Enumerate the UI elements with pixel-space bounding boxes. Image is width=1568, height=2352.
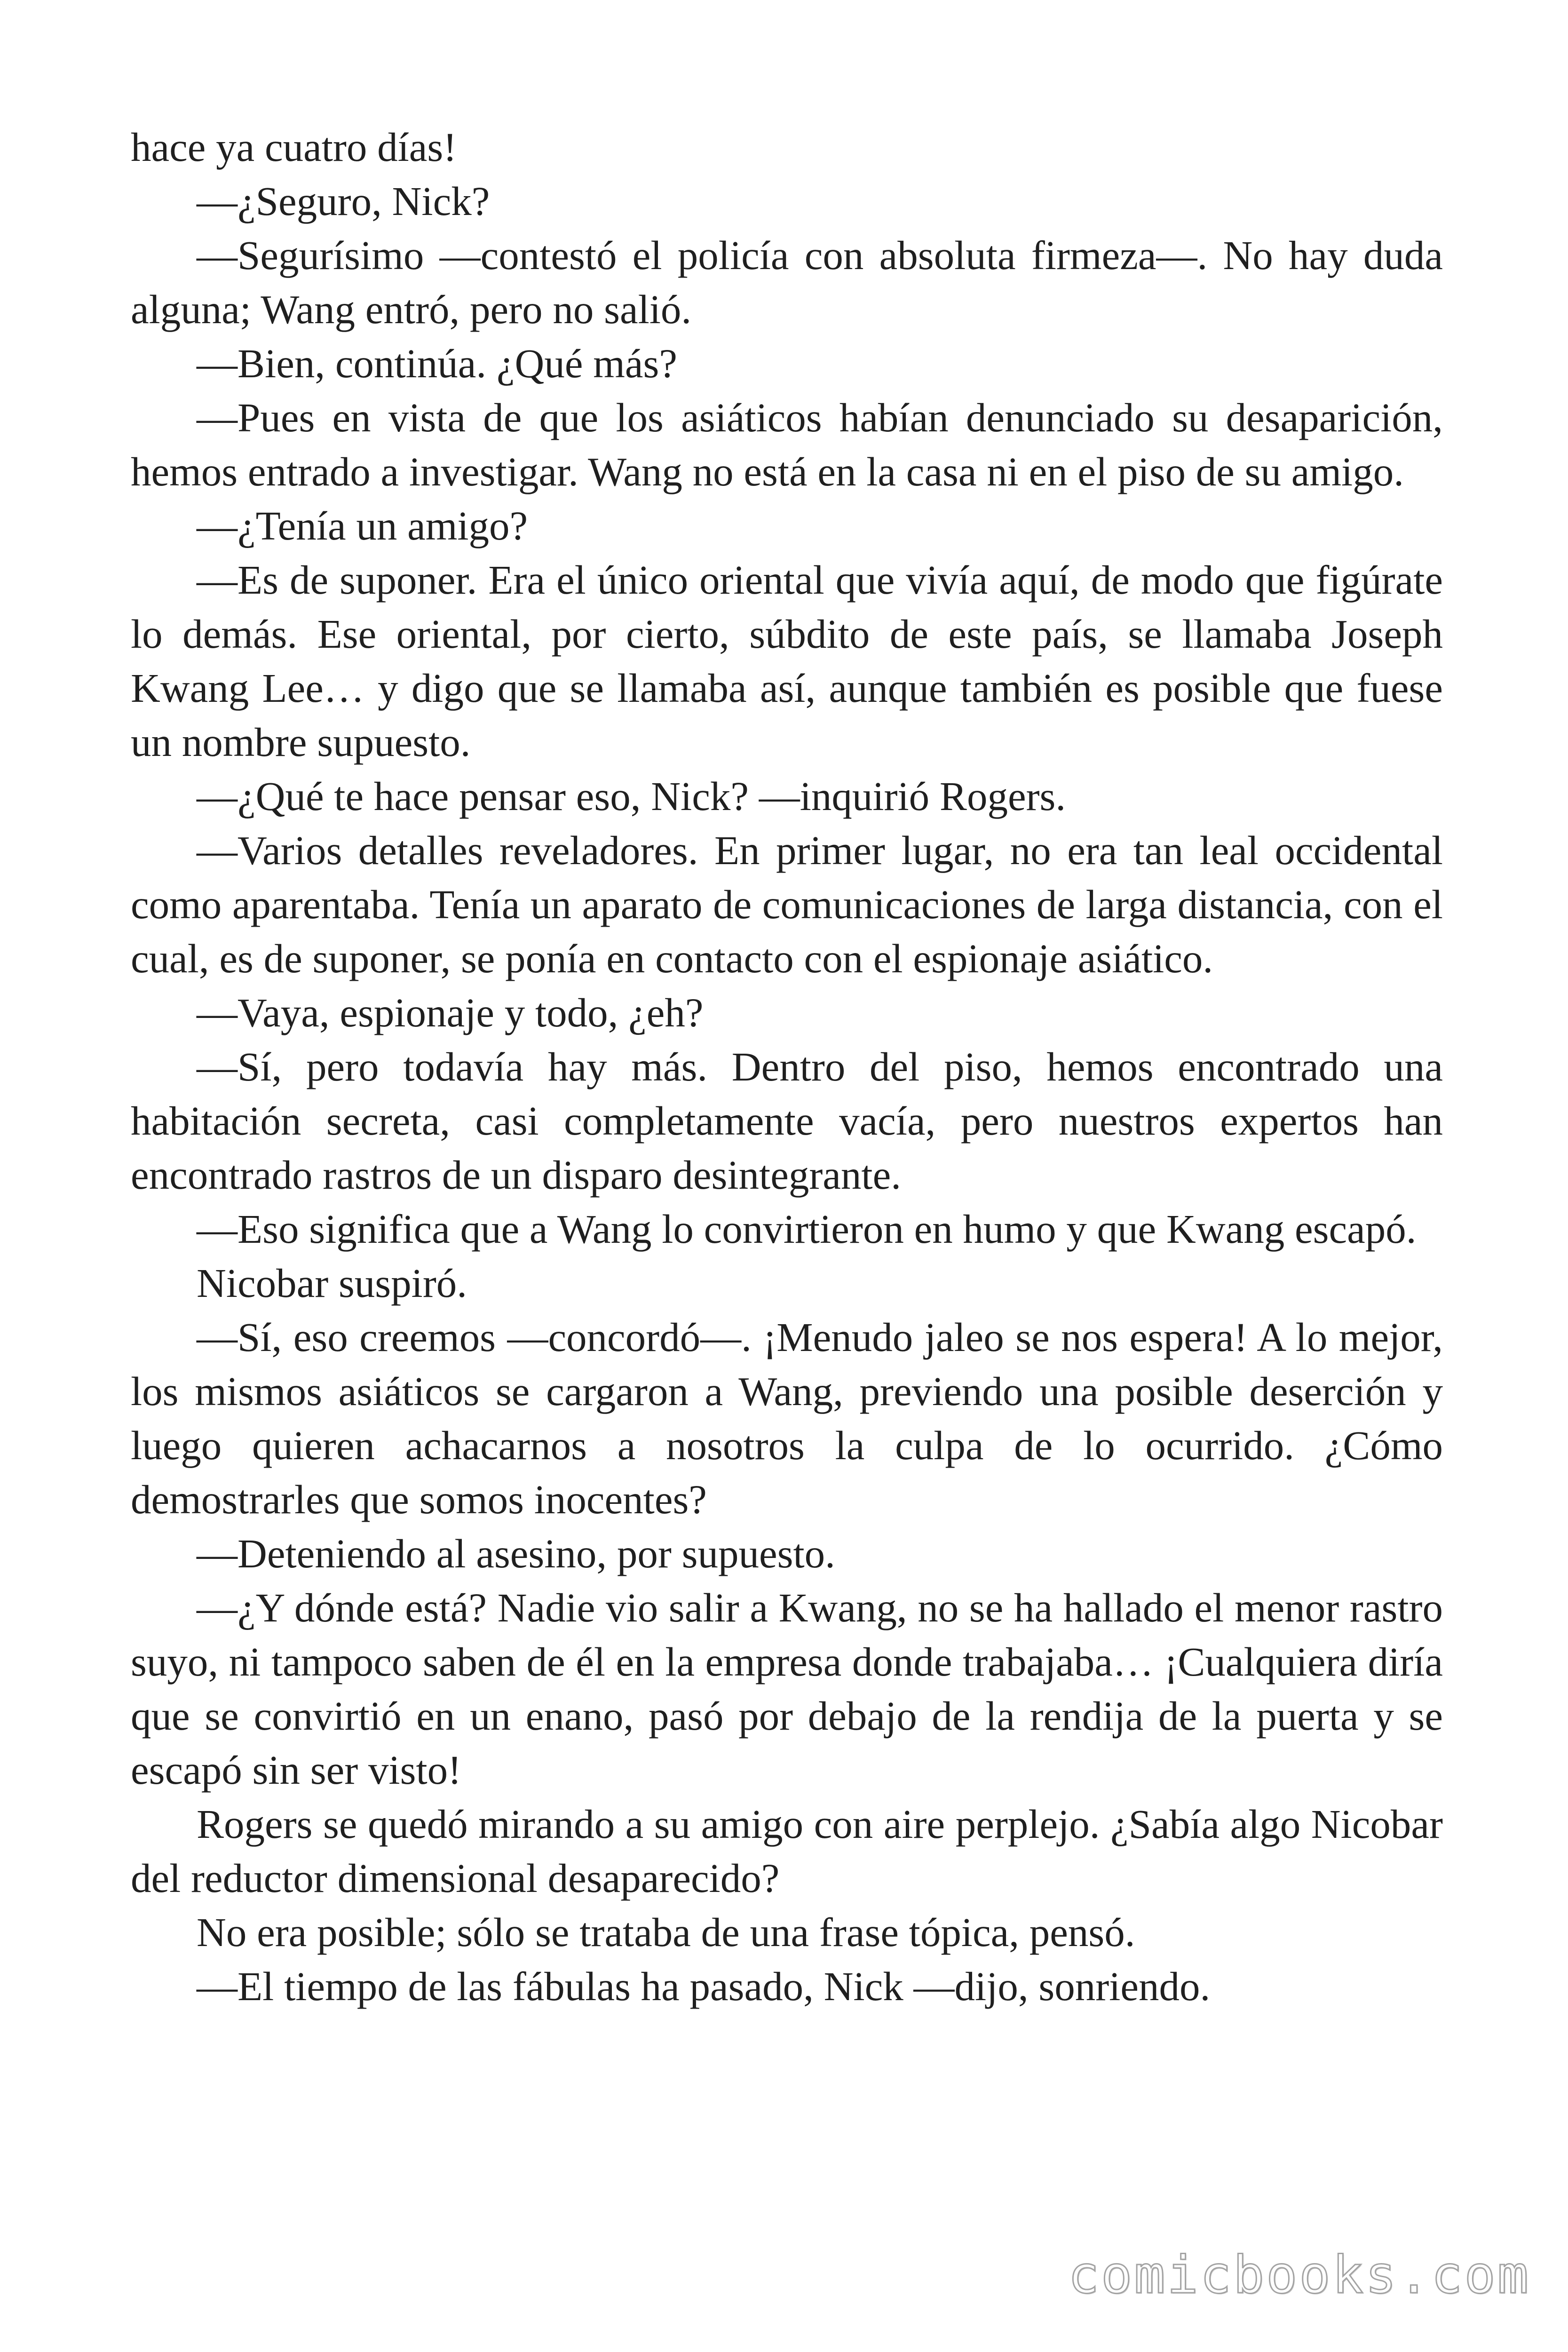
paragraph: —Sí, eso creemos —concordó—. ¡Menudo jaleo se nos espera! A lo mejor, los mismos asiáticos se cargaron a Wang, previendo una posible deserción y luego quieren achacarnos a nosotros la culpa de lo ocurrido. ¿Cómo demostrarles que somos inocentes? <box>131 1314 1443 1522</box>
paragraph: —Es de suponer. Era el único oriental que vivía aquí, de modo que figúrate lo demás. Ese oriental, por cierto, súbdito de este país, se llamaba Joseph Kwang Lee… y digo que se llamaba así, aunque también es posible que fuese un nombre supuesto. <box>131 557 1443 765</box>
paragraph: —Vaya, espionaje y todo, ¿eh? <box>197 990 704 1035</box>
paragraph: —¿Qué te hace pensar eso, Nick? —inquirió Rogers. <box>197 773 1066 819</box>
paragraph: Nicobar suspiró. <box>197 1260 467 1306</box>
paragraph: —El tiempo de las fábulas ha pasado, Nick —dijo, sonriendo. <box>197 1963 1211 2009</box>
paragraph: hace ya cuatro días! <box>131 124 457 170</box>
paragraph: —Segurísimo —contestó el policía con absoluta firmeza—. No hay duda alguna; Wang entró, pero no salió. <box>131 232 1443 332</box>
paragraph: —Sí, pero todavía hay más. Dentro del piso, hemos encontrado una habitación secreta, casi completamente vacía, pero nuestros expertos han encontrado rastros de un disparo desintegrante. <box>131 1044 1443 1198</box>
paragraph: —Eso significa que a Wang lo convirtieron en humo y que Kwang escapó. <box>197 1206 1417 1252</box>
paragraph: No era posible; sólo se trataba de una frase tópica, pensó. <box>197 1909 1135 1955</box>
paragraph: —Bien, continúa. ¿Qué más? <box>197 341 677 386</box>
watermark: comicbooks.com <box>1068 2245 1530 2305</box>
book-page <box>131 120 1443 2237</box>
paragraph: —Varios detalles reveladores. En primer lugar, no era tan leal occidental como aparentaba. Tenía un aparato de comunicaciones de larga distancia, con el cual, es de suponer, se ponía en contacto con el espionaje asiático. <box>131 827 1443 981</box>
paragraph: —¿Tenía un amigo? <box>197 503 528 548</box>
paragraph: —Deteniendo al asesino, por supuesto. <box>197 1531 835 1576</box>
paragraph: —Pues en vista de que los asiáticos habían denunciado su desaparición, hemos entrado a investigar. Wang no está en la casa ni en el piso de su amigo. <box>131 395 1443 494</box>
paragraph: —¿Seguro, Nick? <box>197 178 490 224</box>
paragraph: Rogers se quedó mirando a su amigo con aire perplejo. ¿Sabía algo Nicobar del reductor dimensional desaparecido? <box>131 1801 1443 1901</box>
paragraph: —¿Y dónde está? Nadie vio salir a Kwang, no se ha hallado el menor rastro suyo, ni tampoco saben de él en la empresa donde trabajaba… ¡Cualquiera diría que se convirtió en un enano, pasó por debajo de la rendija de la puerta y se escapó sin ser visto! <box>131 1585 1443 1793</box>
